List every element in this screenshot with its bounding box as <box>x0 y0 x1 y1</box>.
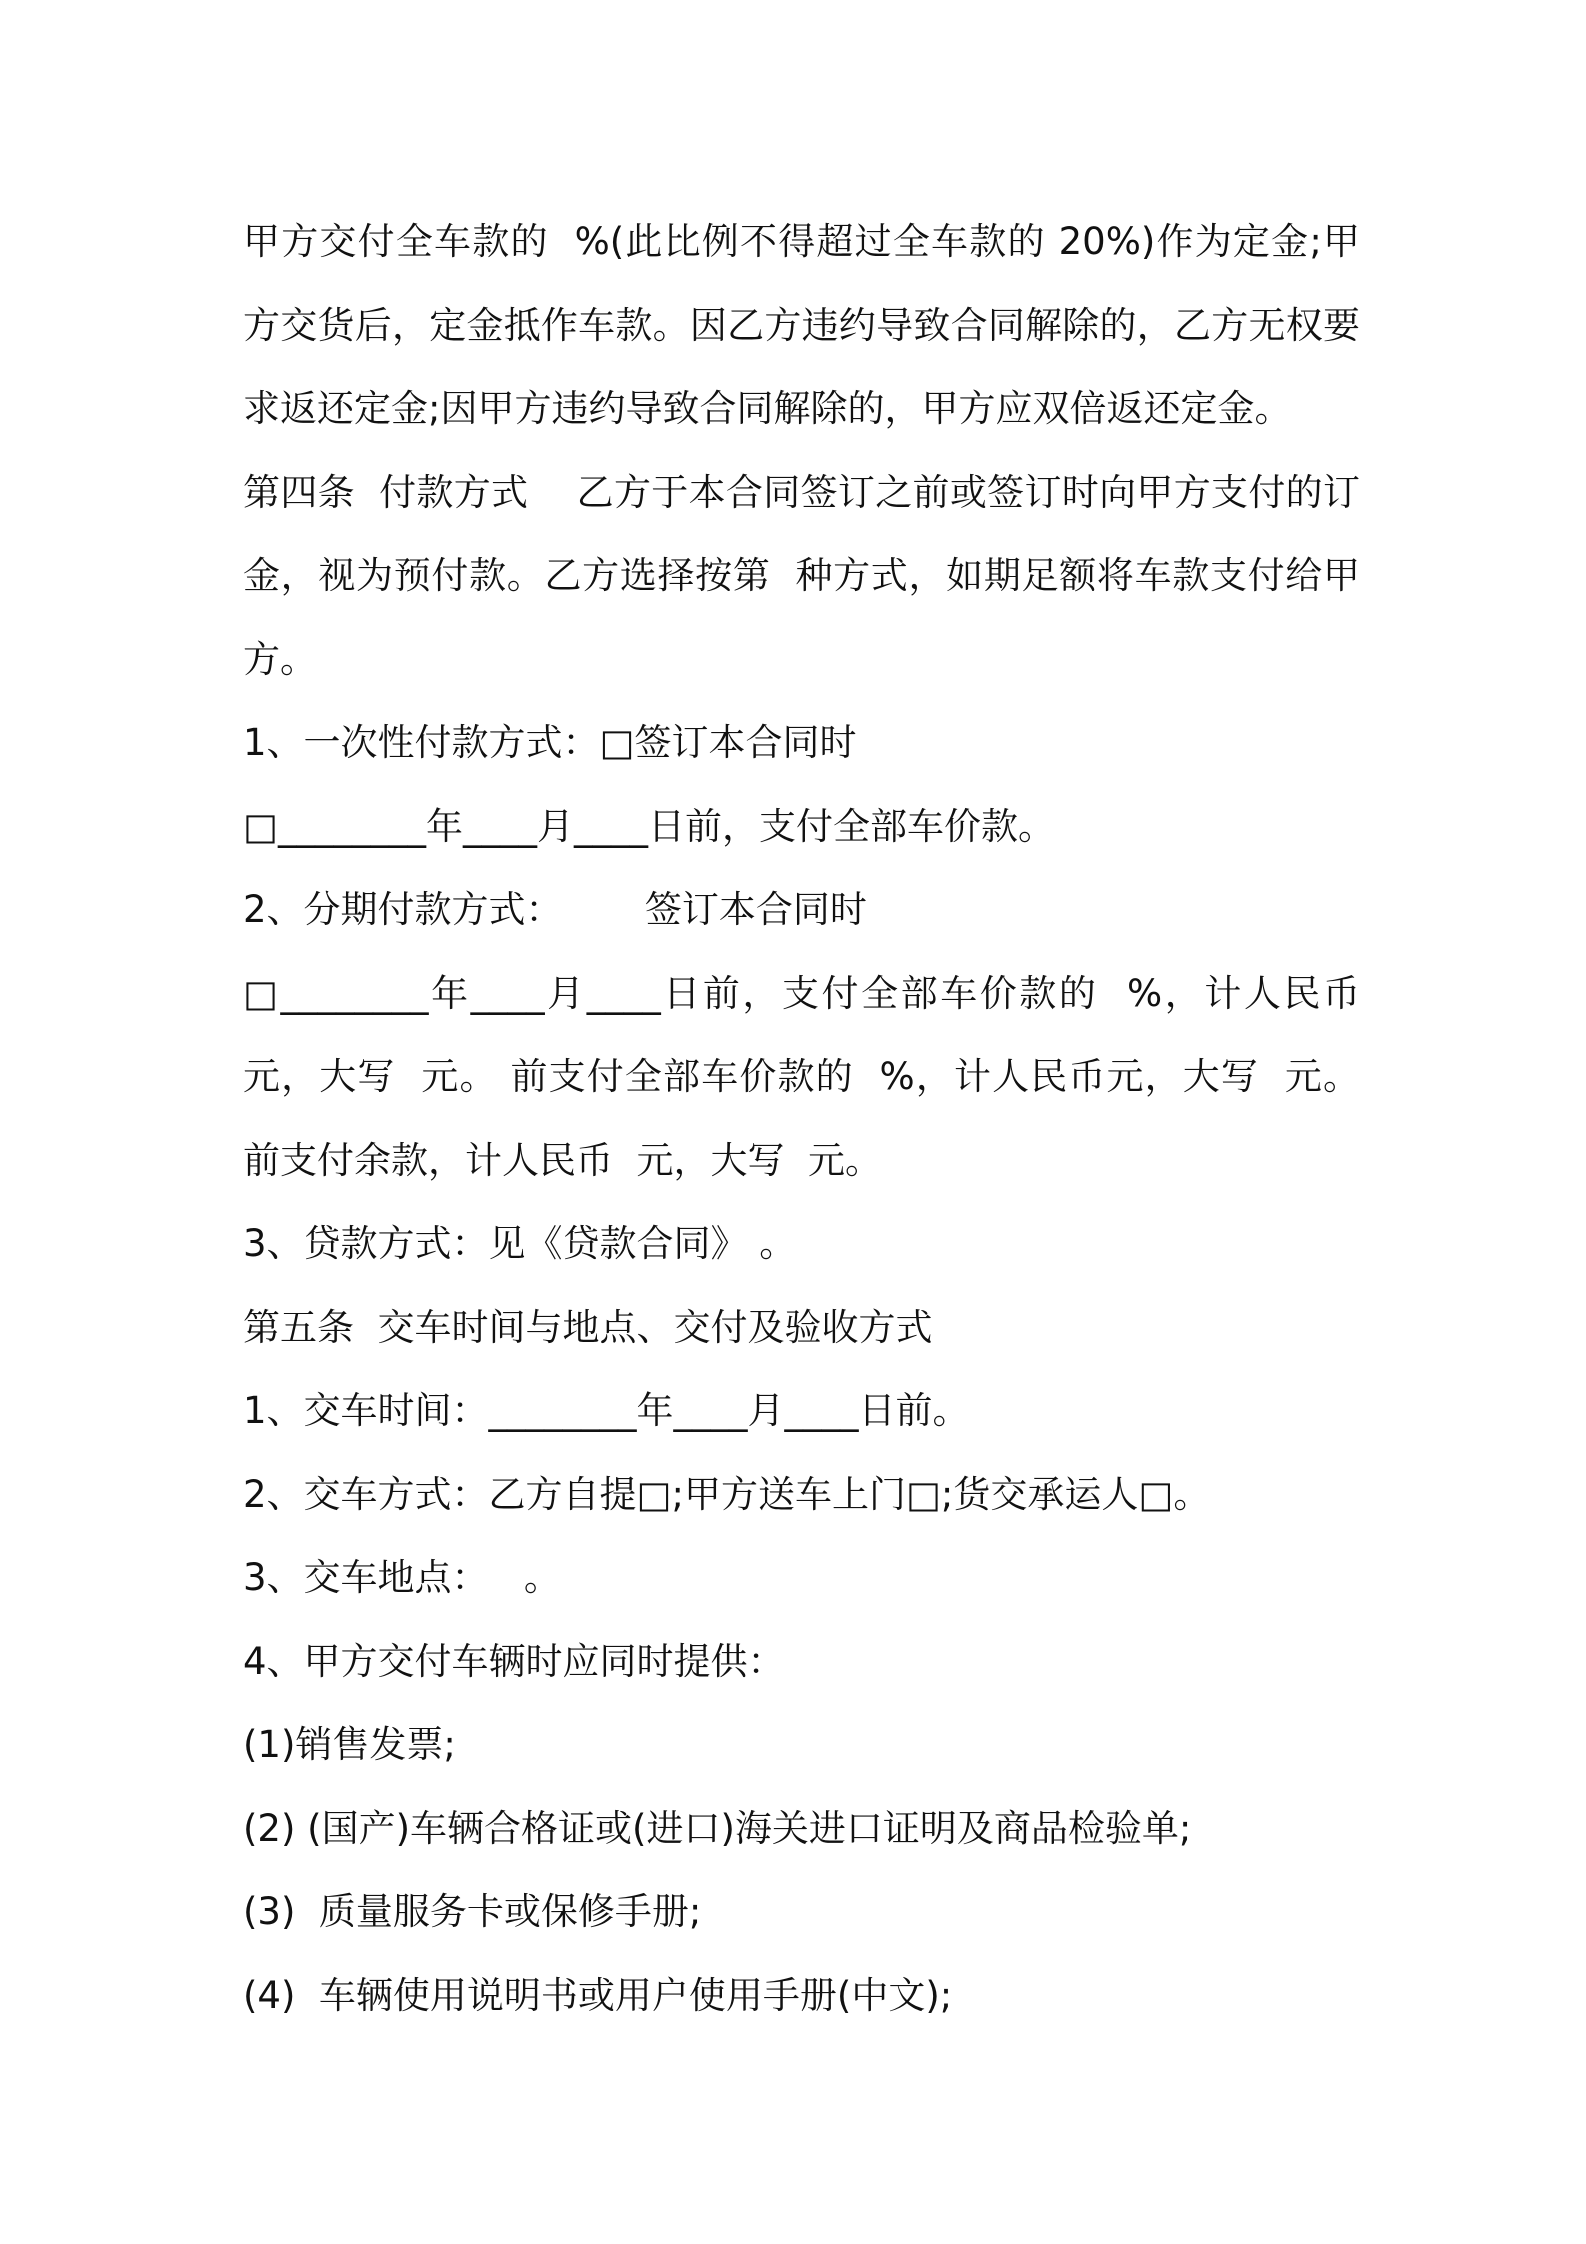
list-item-warranty-card: (3) 质量服务卡或保修手册; <box>243 1890 702 1933</box>
paragraph-installment-payment: 2、分期付款方式： 签订本合同时 <box>243 888 867 931</box>
paragraph-lump-sum-payment: 1、一次性付款方式：□签订本合同时 <box>243 721 857 764</box>
paragraph-article-4-payment: 第四条 付款方式 乙方于本合同签订之前或签订时向甲方支付的订金，视为预付款。乙方选择按第 种方式，如期足额将车款支付给甲方。 <box>243 470 1360 681</box>
paragraph-delivery-place: 3、交车地点： 。 <box>243 1556 561 1599</box>
paragraph-delivery-time: 1、交车时间：________年____月____日前。 <box>243 1389 970 1432</box>
paragraph-lump-sum-date: □________年____月____日前，支付全部车价款。 <box>243 804 1055 848</box>
paragraph-article-5-title: 第五条 交车时间与地点、交付及验收方式 <box>243 1305 933 1349</box>
list-item-user-manual: (4) 车辆使用说明书或用户使用手册(中文); <box>243 1973 953 2017</box>
paragraph-delivery-method: 2、交车方式：乙方自提□;甲方送车上门□;货交承运人□。 <box>243 1472 1211 1516</box>
paragraph-delivery-documents: 4、甲方交付车辆时应同时提供： <box>243 1639 785 1683</box>
paragraph-loan-payment: 3、贷款方式：见《贷款合同》 。 <box>243 1222 797 1265</box>
paragraph-deposit-clause: 甲方交付全车款的 %(此比例不得超过全车款的 20%)作为定金;甲方交货后，定金抵作车款。因乙方违约导致合同解除的，乙方无权要求返还定金;因甲方违约导致合同解除的，甲方应双倍返还定金。 <box>243 220 1360 430</box>
document-body <box>243 200 1372 2037</box>
paragraph-installment-details: □________年____月____日前，支付全部车价款的 %，计人民币元，大写 元。 前支付全部车价款的 %，计人民币元，大写 元。 前支付余款，计人民币 元，大写 元。 <box>243 971 1372 1182</box>
list-item-certificate: (2) (国产)车辆合格证或(进口)海关进口证明及商品检验单; <box>243 1806 1192 1850</box>
list-item-sales-invoice: (1)销售发票; <box>243 1723 456 1766</box>
